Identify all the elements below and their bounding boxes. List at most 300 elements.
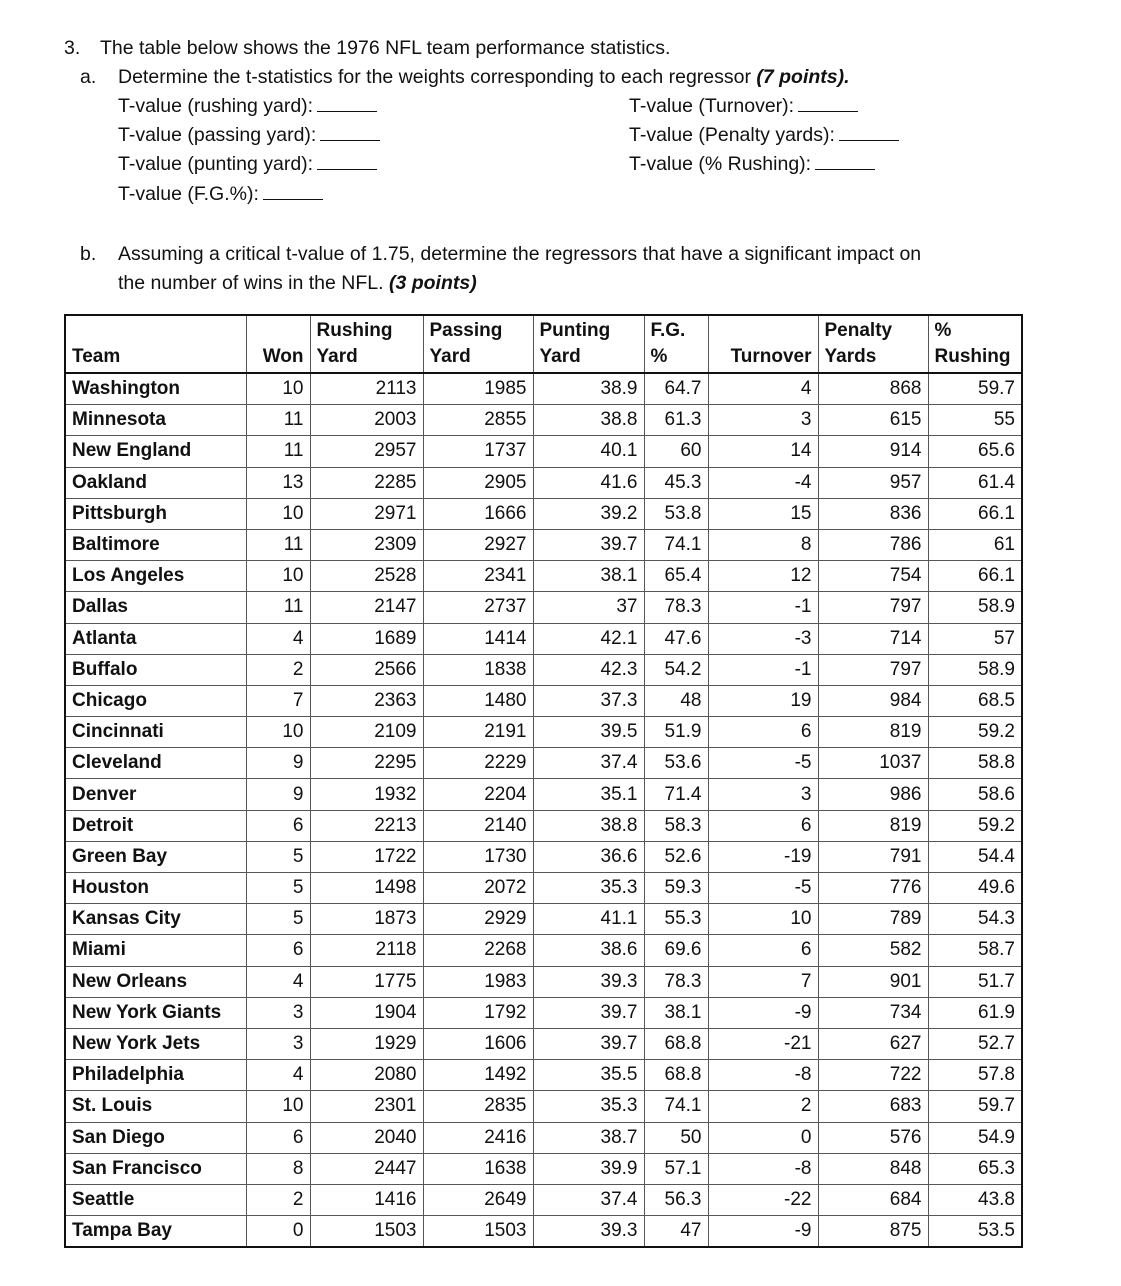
table-row — [65, 1091, 1022, 1122]
fg-percent-cell: 53.6 — [644, 748, 708, 779]
header-line-bottom: Team — [72, 346, 121, 367]
fg-percent-cell: 74.1 — [644, 529, 708, 560]
turnover-cell: -4 — [708, 467, 818, 498]
team-cell: Houston — [65, 873, 246, 904]
won-cell: 6 — [246, 935, 310, 966]
punting-yard-cell: 38.6 — [533, 935, 644, 966]
punting-yard-cell: 37.4 — [533, 748, 644, 779]
punting-yard-cell: 35.5 — [533, 1060, 644, 1091]
turnover-cell: 7 — [708, 966, 818, 997]
nfl-stats-table — [64, 314, 1023, 1248]
passing-yard-cell: 1737 — [423, 436, 533, 467]
tvalue-percent-rushing — [629, 150, 875, 179]
punting-yard-cell: 37 — [533, 592, 644, 623]
passing-yard-cell: 1638 — [423, 1153, 533, 1184]
penalty-yards-cell: 957 — [818, 467, 928, 498]
fg-percent-cell: 47 — [644, 1216, 708, 1248]
fg-percent-cell: 55.3 — [644, 904, 708, 935]
team-cell: New England — [65, 436, 246, 467]
turnover-cell: -5 — [708, 873, 818, 904]
header-line-bottom: Yard — [429, 346, 471, 367]
punting-yard-cell: 37.4 — [533, 1184, 644, 1215]
passing-yard-cell: 1983 — [423, 966, 533, 997]
percent-rushing-cell: 61 — [928, 529, 1022, 560]
penalty-yards-cell: 819 — [818, 810, 928, 841]
passing-yard-cell: 2905 — [423, 467, 533, 498]
penalty-yards-cell: 734 — [818, 997, 928, 1028]
penalty-yards-cell: 615 — [818, 405, 928, 436]
fg-percent-cell: 59.3 — [644, 873, 708, 904]
fg-percent-cell: 74.1 — [644, 1091, 708, 1122]
rushing-yard-cell: 2957 — [310, 436, 423, 467]
tvalue-label: T-value (rushing yard): — [118, 95, 314, 117]
passing-yard-cell: 2191 — [423, 717, 533, 748]
header-line-bottom: Turnover — [730, 346, 812, 367]
table-body — [65, 373, 1022, 1247]
team-cell: Philadelphia — [65, 1060, 246, 1091]
turnover-cell: -5 — [708, 748, 818, 779]
part-a-points: (7 points). — [756, 66, 850, 88]
penalty-yards-cell: 627 — [818, 1028, 928, 1059]
tvalue-label: T-value (passing yard): — [118, 124, 317, 146]
turnover-cell: -9 — [708, 997, 818, 1028]
tvalue-label: T-value (% Rushing): — [629, 153, 812, 175]
percent-rushing-cell: 55 — [928, 405, 1022, 436]
turnover-cell: 6 — [708, 935, 818, 966]
passing-yard-cell: 2229 — [423, 748, 533, 779]
percent-rushing-cell: 59.2 — [928, 810, 1022, 841]
percent-rushing-cell: 43.8 — [928, 1184, 1022, 1215]
table-row — [65, 935, 1022, 966]
turnover-cell: -3 — [708, 623, 818, 654]
turnover-cell: 4 — [708, 373, 818, 405]
percent-rushing-cell: 61.4 — [928, 467, 1022, 498]
team-cell: Denver — [65, 779, 246, 810]
table-row — [65, 498, 1022, 529]
table-row — [65, 654, 1022, 685]
penalty-yards-cell: 819 — [818, 717, 928, 748]
rushing-yard-cell: 1689 — [310, 623, 423, 654]
question-heading — [64, 34, 670, 63]
punting-yard-cell: 36.6 — [533, 841, 644, 872]
rushing-yard-cell: 1503 — [310, 1216, 423, 1248]
column-header — [246, 315, 310, 373]
penalty-yards-cell: 582 — [818, 935, 928, 966]
punting-yard-cell: 38.8 — [533, 405, 644, 436]
tvalue-passing-yard — [118, 121, 380, 150]
percent-rushing-cell: 59.7 — [928, 1091, 1022, 1122]
won-cell: 3 — [246, 997, 310, 1028]
part-b-line2: the number of wins in the NFL. — [118, 272, 389, 294]
tvalue-fg-percent — [118, 180, 323, 209]
punting-yard-cell: 38.7 — [533, 1122, 644, 1153]
won-cell: 2 — [246, 654, 310, 685]
rushing-yard-cell: 2147 — [310, 592, 423, 623]
team-cell: Cleveland — [65, 748, 246, 779]
team-cell: New York Giants — [65, 997, 246, 1028]
won-cell: 3 — [246, 1028, 310, 1059]
team-cell: Dallas — [65, 592, 246, 623]
percent-rushing-cell: 49.6 — [928, 873, 1022, 904]
punting-yard-cell: 42.1 — [533, 623, 644, 654]
fg-percent-cell: 56.3 — [644, 1184, 708, 1215]
punting-yard-cell: 37.3 — [533, 685, 644, 716]
turnover-cell: -1 — [708, 654, 818, 685]
fg-percent-cell: 78.3 — [644, 592, 708, 623]
penalty-yards-cell: 786 — [818, 529, 928, 560]
percent-rushing-cell: 54.4 — [928, 841, 1022, 872]
punting-yard-cell: 38.9 — [533, 373, 644, 405]
rushing-yard-cell: 2213 — [310, 810, 423, 841]
won-cell: 0 — [246, 1216, 310, 1248]
table-row — [65, 592, 1022, 623]
turnover-cell: 14 — [708, 436, 818, 467]
penalty-yards-cell: 791 — [818, 841, 928, 872]
table-row — [65, 436, 1022, 467]
won-cell: 4 — [246, 623, 310, 654]
rushing-yard-cell: 2301 — [310, 1091, 423, 1122]
won-cell: 11 — [246, 529, 310, 560]
question-text: The table below shows the 1976 NFL team performance statistics. — [100, 37, 671, 59]
penalty-yards-cell: 848 — [818, 1153, 928, 1184]
table-row — [65, 1060, 1022, 1091]
team-cell: Buffalo — [65, 654, 246, 685]
percent-rushing-cell: 66.1 — [928, 498, 1022, 529]
won-cell: 4 — [246, 966, 310, 997]
punting-yard-cell: 39.3 — [533, 1216, 644, 1248]
penalty-yards-cell: 714 — [818, 623, 928, 654]
rushing-yard-cell: 2528 — [310, 561, 423, 592]
won-cell: 11 — [246, 436, 310, 467]
percent-rushing-cell: 66.1 — [928, 561, 1022, 592]
won-cell: 11 — [246, 405, 310, 436]
table-row — [65, 1122, 1022, 1153]
punting-yard-cell: 39.7 — [533, 1028, 644, 1059]
table-row — [65, 623, 1022, 654]
tvalue-label: T-value (Turnover): — [629, 95, 795, 117]
passing-yard-cell: 2855 — [423, 405, 533, 436]
table-row — [65, 1216, 1022, 1248]
table-row — [65, 904, 1022, 935]
header-line-bottom: Yard — [316, 346, 358, 367]
fg-percent-cell: 52.6 — [644, 841, 708, 872]
punting-yard-cell: 41.1 — [533, 904, 644, 935]
punting-yard-cell: 35.3 — [533, 1091, 644, 1122]
header-line-top: Rushing — [316, 320, 393, 341]
punting-yard-cell: 38.8 — [533, 810, 644, 841]
header-row — [65, 315, 1022, 373]
column-header — [644, 315, 708, 373]
part-a-label: a. — [80, 66, 97, 88]
part-a-text: Determine the t-statistics for the weights corresponding to each regressor — [118, 66, 757, 88]
turnover-cell: 19 — [708, 685, 818, 716]
header-line-top: % — [934, 320, 952, 341]
passing-yard-cell: 1730 — [423, 841, 533, 872]
fg-percent-cell: 50 — [644, 1122, 708, 1153]
rushing-yard-cell: 2971 — [310, 498, 423, 529]
passing-yard-cell: 1666 — [423, 498, 533, 529]
turnover-cell: -19 — [708, 841, 818, 872]
column-header — [818, 315, 928, 373]
team-cell: Los Angeles — [65, 561, 246, 592]
team-cell: Green Bay — [65, 841, 246, 872]
rushing-yard-cell: 1416 — [310, 1184, 423, 1215]
won-cell: 5 — [246, 841, 310, 872]
penalty-yards-cell: 576 — [818, 1122, 928, 1153]
table-row — [65, 405, 1022, 436]
turnover-cell: 0 — [708, 1122, 818, 1153]
column-header — [65, 315, 246, 373]
punting-yard-cell: 41.6 — [533, 467, 644, 498]
percent-rushing-cell: 58.9 — [928, 654, 1022, 685]
won-cell: 6 — [246, 810, 310, 841]
fg-percent-cell: 68.8 — [644, 1060, 708, 1091]
rushing-yard-cell: 2295 — [310, 748, 423, 779]
won-cell: 5 — [246, 904, 310, 935]
rushing-yard-cell: 2118 — [310, 935, 423, 966]
rushing-yard-cell: 2040 — [310, 1122, 423, 1153]
won-cell: 13 — [246, 467, 310, 498]
team-cell: Washington — [65, 373, 246, 405]
answer-blank[interactable] — [320, 122, 380, 141]
penalty-yards-cell: 986 — [818, 779, 928, 810]
fg-percent-cell: 61.3 — [644, 405, 708, 436]
table-row — [65, 810, 1022, 841]
rushing-yard-cell: 2003 — [310, 405, 423, 436]
percent-rushing-cell: 54.9 — [928, 1122, 1022, 1153]
passing-yard-cell: 2929 — [423, 904, 533, 935]
penalty-yards-cell: 875 — [818, 1216, 928, 1248]
fg-percent-cell: 68.8 — [644, 1028, 708, 1059]
team-cell: Atlanta — [65, 623, 246, 654]
tvalue-label: T-value (F.G.%): — [118, 183, 259, 205]
penalty-yards-cell: 1037 — [818, 748, 928, 779]
percent-rushing-cell: 52.7 — [928, 1028, 1022, 1059]
rushing-yard-cell: 1929 — [310, 1028, 423, 1059]
percent-rushing-cell: 58.6 — [928, 779, 1022, 810]
fg-percent-cell: 65.4 — [644, 561, 708, 592]
column-header — [310, 315, 423, 373]
penalty-yards-cell: 984 — [818, 685, 928, 716]
tvalue-punting-yard — [118, 150, 377, 179]
fg-percent-cell: 45.3 — [644, 467, 708, 498]
team-cell: Detroit — [65, 810, 246, 841]
turnover-cell: 12 — [708, 561, 818, 592]
percent-rushing-cell: 53.5 — [928, 1216, 1022, 1248]
penalty-yards-cell: 776 — [818, 873, 928, 904]
table-row — [65, 685, 1022, 716]
passing-yard-cell: 1414 — [423, 623, 533, 654]
table-row — [65, 561, 1022, 592]
table-row — [65, 873, 1022, 904]
team-cell: Oakland — [65, 467, 246, 498]
passing-yard-cell: 2204 — [423, 779, 533, 810]
passing-yard-cell: 1606 — [423, 1028, 533, 1059]
passing-yard-cell: 2835 — [423, 1091, 533, 1122]
penalty-yards-cell: 836 — [818, 498, 928, 529]
turnover-cell: -9 — [708, 1216, 818, 1248]
won-cell: 10 — [246, 1091, 310, 1122]
turnover-cell: 15 — [708, 498, 818, 529]
rushing-yard-cell: 1498 — [310, 873, 423, 904]
answer-blank[interactable] — [815, 151, 875, 170]
passing-yard-cell: 1480 — [423, 685, 533, 716]
turnover-cell: -1 — [708, 592, 818, 623]
header-line-top: Passing — [429, 320, 503, 341]
turnover-cell: 8 — [708, 529, 818, 560]
team-cell: Pittsburgh — [65, 498, 246, 529]
table-row — [65, 779, 1022, 810]
won-cell: 10 — [246, 717, 310, 748]
won-cell: 10 — [246, 498, 310, 529]
penalty-yards-cell: 754 — [818, 561, 928, 592]
passing-yard-cell: 2927 — [423, 529, 533, 560]
table-row — [65, 1028, 1022, 1059]
fg-percent-cell: 78.3 — [644, 966, 708, 997]
answer-blank[interactable] — [317, 93, 377, 112]
percent-rushing-cell: 51.7 — [928, 966, 1022, 997]
column-header — [928, 315, 1022, 373]
header-line-top: Punting — [539, 320, 611, 341]
penalty-yards-cell: 797 — [818, 654, 928, 685]
percent-rushing-cell: 57 — [928, 623, 1022, 654]
won-cell: 5 — [246, 873, 310, 904]
percent-rushing-cell: 61.9 — [928, 997, 1022, 1028]
fg-percent-cell: 38.1 — [644, 997, 708, 1028]
penalty-yards-cell: 901 — [818, 966, 928, 997]
punting-yard-cell: 38.1 — [533, 561, 644, 592]
percent-rushing-cell: 58.9 — [928, 592, 1022, 623]
header-line-bottom: Won — [262, 346, 304, 367]
table-header — [65, 315, 1022, 373]
rushing-yard-cell: 2363 — [310, 685, 423, 716]
tvalue-rushing-yard — [118, 92, 377, 121]
part-b-line1: Assuming a critical t-value of 1.75, determine the regressors that have a significant impact on — [118, 243, 922, 265]
turnover-cell: 3 — [708, 405, 818, 436]
table-row — [65, 1184, 1022, 1215]
percent-rushing-cell: 65.3 — [928, 1153, 1022, 1184]
team-cell: New York Jets — [65, 1028, 246, 1059]
team-cell: Seattle — [65, 1184, 246, 1215]
part-a-prompt — [80, 63, 850, 92]
header-line-bottom: Yards — [824, 346, 877, 367]
team-cell: Miami — [65, 935, 246, 966]
passing-yard-cell: 1503 — [423, 1216, 533, 1248]
percent-rushing-cell: 57.8 — [928, 1060, 1022, 1091]
table-row — [65, 717, 1022, 748]
tvalue-turnover — [629, 92, 858, 121]
won-cell: 6 — [246, 1122, 310, 1153]
won-cell: 10 — [246, 373, 310, 405]
team-cell: San Diego — [65, 1122, 246, 1153]
percent-rushing-cell: 59.7 — [928, 373, 1022, 405]
punting-yard-cell: 40.1 — [533, 436, 644, 467]
punting-yard-cell: 42.3 — [533, 654, 644, 685]
turnover-cell: 6 — [708, 717, 818, 748]
penalty-yards-cell: 789 — [818, 904, 928, 935]
rushing-yard-cell: 1775 — [310, 966, 423, 997]
table-row — [65, 373, 1022, 405]
answer-blank[interactable] — [798, 93, 858, 112]
team-cell: Kansas City — [65, 904, 246, 935]
turnover-cell: 3 — [708, 779, 818, 810]
team-cell: Baltimore — [65, 529, 246, 560]
answer-blank[interactable] — [317, 151, 377, 170]
passing-yard-cell: 2737 — [423, 592, 533, 623]
penalty-yards-cell: 868 — [818, 373, 928, 405]
punting-yard-cell: 39.7 — [533, 529, 644, 560]
percent-rushing-cell: 54.3 — [928, 904, 1022, 935]
tvalue-label: T-value (punting yard): — [118, 153, 314, 175]
turnover-cell: -22 — [708, 1184, 818, 1215]
passing-yard-cell: 2649 — [423, 1184, 533, 1215]
rushing-yard-cell: 2285 — [310, 467, 423, 498]
punting-yard-cell: 39.2 — [533, 498, 644, 529]
fg-percent-cell: 57.1 — [644, 1153, 708, 1184]
won-cell: 2 — [246, 1184, 310, 1215]
won-cell: 4 — [246, 1060, 310, 1091]
turnover-cell: 10 — [708, 904, 818, 935]
tvalue-label: T-value (Penalty yards): — [629, 124, 835, 146]
turnover-cell: -8 — [708, 1060, 818, 1091]
table-row — [65, 997, 1022, 1028]
percent-rushing-cell: 59.2 — [928, 717, 1022, 748]
won-cell: 11 — [246, 592, 310, 623]
table-row — [65, 467, 1022, 498]
part-b-points: (3 points) — [388, 272, 477, 294]
fg-percent-cell: 53.8 — [644, 498, 708, 529]
question-number: 3. — [64, 37, 81, 59]
won-cell: 9 — [246, 748, 310, 779]
turnover-cell: -8 — [708, 1153, 818, 1184]
passing-yard-cell: 1792 — [423, 997, 533, 1028]
passing-yard-cell: 1985 — [423, 373, 533, 405]
punting-yard-cell: 35.3 — [533, 873, 644, 904]
percent-rushing-cell: 58.7 — [928, 935, 1022, 966]
percent-rushing-cell: 68.5 — [928, 685, 1022, 716]
passing-yard-cell: 1492 — [423, 1060, 533, 1091]
rushing-yard-cell: 1932 — [310, 779, 423, 810]
column-header — [423, 315, 533, 373]
punting-yard-cell: 39.9 — [533, 1153, 644, 1184]
passing-yard-cell: 2072 — [423, 873, 533, 904]
header-line-top: Penalty — [824, 320, 893, 341]
turnover-cell: -21 — [708, 1028, 818, 1059]
fg-percent-cell: 54.2 — [644, 654, 708, 685]
won-cell: 10 — [246, 561, 310, 592]
won-cell: 9 — [246, 779, 310, 810]
won-cell: 7 — [246, 685, 310, 716]
punting-yard-cell: 39.7 — [533, 997, 644, 1028]
punting-yard-cell: 39.5 — [533, 717, 644, 748]
passing-yard-cell: 2341 — [423, 561, 533, 592]
header-line-bottom: Rushing — [934, 346, 1011, 367]
rushing-yard-cell: 2080 — [310, 1060, 423, 1091]
team-cell: Cincinnati — [65, 717, 246, 748]
fg-percent-cell: 51.9 — [644, 717, 708, 748]
penalty-yards-cell: 797 — [818, 592, 928, 623]
table-row — [65, 748, 1022, 779]
column-header — [708, 315, 818, 373]
answer-blank[interactable] — [839, 122, 899, 141]
team-cell: Chicago — [65, 685, 246, 716]
answer-blank[interactable] — [263, 181, 323, 200]
turnover-cell: 2 — [708, 1091, 818, 1122]
passing-yard-cell: 1838 — [423, 654, 533, 685]
fg-percent-cell: 71.4 — [644, 779, 708, 810]
table-row — [65, 1153, 1022, 1184]
passing-yard-cell: 2140 — [423, 810, 533, 841]
